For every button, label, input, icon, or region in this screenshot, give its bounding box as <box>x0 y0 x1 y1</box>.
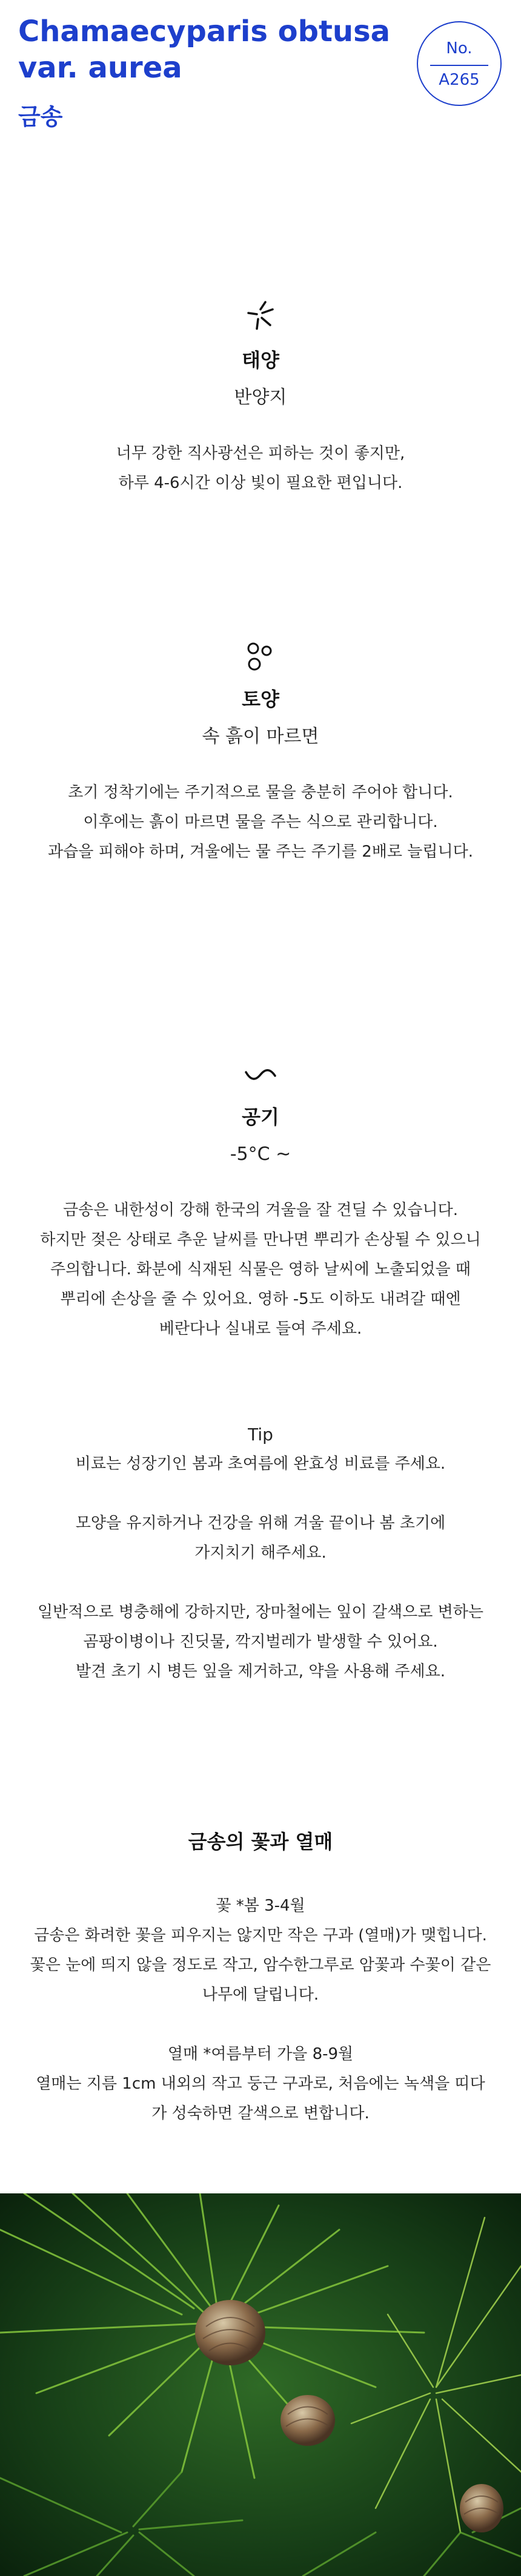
page-title: Chamaecyparis obtusa var. aurea <box>18 15 391 85</box>
flower-fruit-text <box>0 1891 521 2129</box>
tip-block <box>0 1420 521 1687</box>
text-line: 금송은 화려한 꽃을 피우지는 않지만 작은 구과 (열매)가 맺힙니다. <box>34 1926 487 1945</box>
text-line: 가 성숙하면 갈색으로 변합니다. <box>151 2104 370 2123</box>
flower-fruit-section <box>0 1828 521 2129</box>
soil-icon <box>242 639 279 675</box>
air-value: -5°C ~ <box>230 1144 291 1165</box>
sun-label: 태양 <box>242 349 279 372</box>
text-line: 베란다나 실내로 들여 주세요. <box>159 1320 362 1338</box>
text-line: 뿌리에 손상을 줄 수 있어요. 영하 -5도 이하도 내려갈 때엔 <box>60 1290 461 1308</box>
text-line: 이후에는 흙이 마르면 물을 주는 식으로 관리합니다. <box>83 813 438 831</box>
text-line: 열매는 지름 1cm 내외의 작고 둥근 구과로, 처음에는 녹색을 띠다 <box>36 2075 485 2093</box>
text-line: 일반적으로 병충해에 강하지만, 장마철에는 잎이 갈색으로 변하는 <box>38 1603 483 1621</box>
soil-label: 토양 <box>242 688 279 711</box>
text-line: 꽃은 눈에 띄지 않을 정도로 작고, 암수한그루로 암꽃과 수꽃이 같은 <box>30 1956 491 1974</box>
sun-description <box>0 439 521 498</box>
spacer <box>0 2010 521 2040</box>
sun-icon <box>242 300 279 336</box>
sun-section <box>0 300 521 498</box>
badge-label: No. <box>446 39 473 58</box>
spacer <box>0 1568 521 1598</box>
wave-icon <box>242 1056 279 1093</box>
text-line: 곰팡이병이나 진딧물, 깍지벌레가 발생할 수 있어요. <box>83 1633 438 1651</box>
spacer <box>0 1479 521 1509</box>
soil-section <box>0 639 521 867</box>
pine-photo <box>0 2193 521 2576</box>
text-line: 하루 4-6시간 이상 빛이 필요한 편입니다. <box>118 474 403 492</box>
soil-description <box>0 778 521 867</box>
text-line: 꽃 *봄 3-4월 <box>216 1897 305 1915</box>
text-line: 가지치기 해주세요. <box>194 1544 327 1562</box>
page-header <box>0 0 521 130</box>
air-section <box>0 1056 521 1344</box>
text-line: 주의합니다. 화분에 식재된 식물은 영하 날씨에 노출되었을 때 <box>50 1260 471 1279</box>
catalog-number-badge <box>417 21 502 106</box>
sun-value: 반양지 <box>234 387 287 408</box>
soil-value: 속 흙이 마르면 <box>202 726 319 747</box>
badge-code: A265 <box>439 71 480 89</box>
text-line: 모양을 유지하거나 건강을 위해 겨울 끝이나 봄 초기에 <box>75 1514 446 1532</box>
page-subtitle-ko: 금송 <box>18 104 63 130</box>
text-line: 금송은 내한성이 강해 한국의 겨울을 잘 견딜 수 있습니다. <box>62 1201 459 1219</box>
badge-divider <box>430 65 488 66</box>
flower-fruit-title: 금송의 꽃과 열매 <box>188 1830 333 1853</box>
text-line: 너무 강한 직사광선은 피하는 것이 좋지만, <box>116 444 405 463</box>
tip-title: Tip <box>248 1425 273 1444</box>
air-label: 공기 <box>242 1105 279 1128</box>
text-line: 과습을 피해야 하며, 겨울에는 물 주는 주기를 2배로 늘립니다. <box>48 843 473 861</box>
text-line: 비료는 성장기인 봄과 초여름에 완효성 비료를 주세요. <box>75 1455 446 1473</box>
text-line: 초기 정착기에는 주기적으로 물을 충분히 주어야 합니다. <box>68 783 453 802</box>
text-line: 나무에 달립니다. <box>202 1986 319 2004</box>
text-line: 열매 *여름부터 가을 8-9월 <box>167 2045 354 2063</box>
text-line: 하지만 젖은 상태로 추운 날씨를 만나면 뿌리가 손상될 수 있으니 <box>40 1231 481 1249</box>
pine-photo-illustration <box>0 2193 521 2576</box>
tip-section <box>0 1420 521 1687</box>
air-description <box>0 1196 521 1344</box>
text-line: 발견 초기 시 병든 잎을 제거하고, 약을 사용해 주세요. <box>75 1662 446 1681</box>
